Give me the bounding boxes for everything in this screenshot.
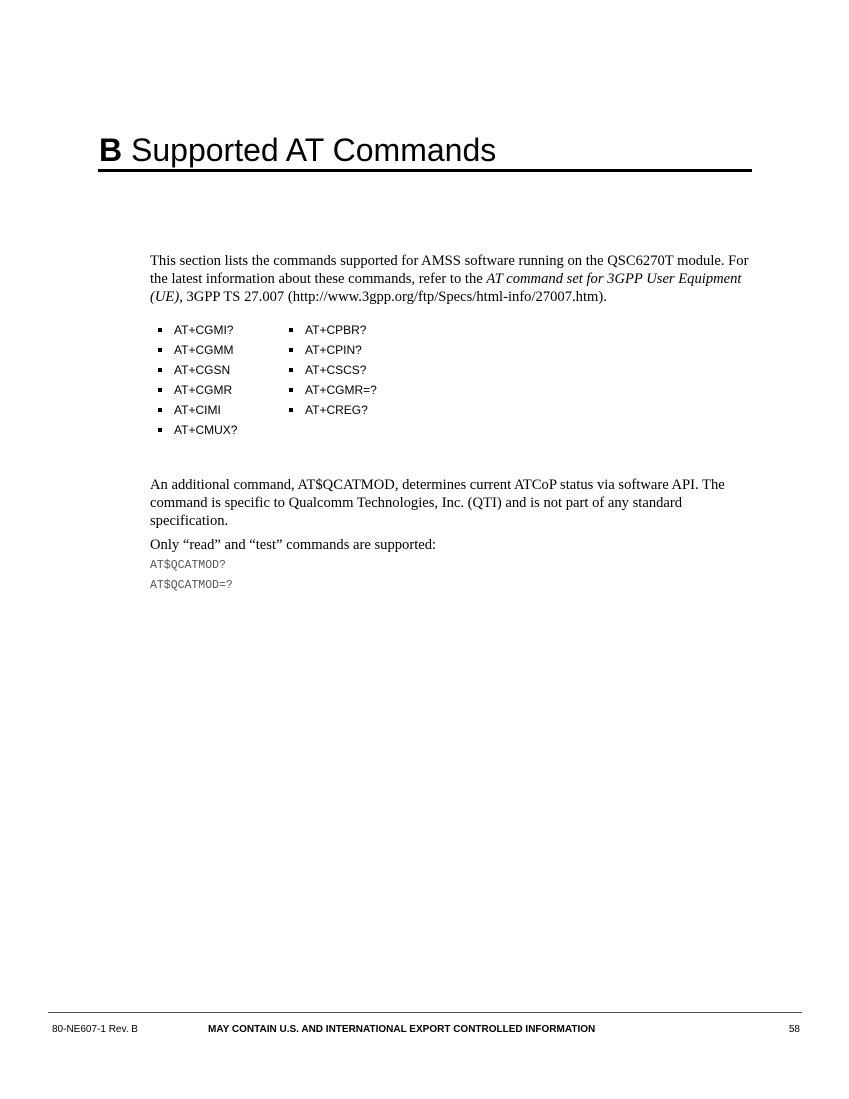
footer-divider (48, 1012, 802, 1013)
footer-export-notice: MAY CONTAIN U.S. AND INTERNATIONAL EXPORT CONTROLLED INFORMATION (208, 1024, 596, 1035)
page-title (99, 130, 751, 170)
code-test-command: AT$QCATMOD=? (150, 579, 233, 592)
bullet-icon (289, 348, 293, 352)
bullet-icon (158, 348, 162, 352)
list-item (289, 320, 377, 340)
footer-doc-number: 80-NE607-1 Rev. B (52, 1024, 138, 1035)
command-label: AT+CGMI? (174, 323, 234, 337)
code-read-command: AT$QCATMOD? (150, 559, 226, 572)
command-label: AT+CIMI (174, 403, 221, 417)
list-item (158, 360, 237, 380)
bullet-icon (289, 388, 293, 392)
bullet-icon (289, 408, 293, 412)
command-label: AT+CGMM (174, 343, 234, 357)
intro-text-2: , 3GPP TS 27.007 (http://www.3gpp.org/ftp/Specs/html-info/27007.htm). (179, 289, 607, 305)
command-label: AT+CGSN (174, 363, 231, 377)
command-label: AT+CREG? (305, 403, 368, 417)
supported-commands-note: Only “read” and “test” commands are supported: (150, 537, 437, 553)
bullet-icon (158, 328, 162, 332)
list-item (289, 340, 377, 360)
list-item (289, 400, 377, 420)
command-label: AT+CGMR (174, 383, 233, 397)
list-item (158, 320, 237, 340)
bullet-icon (289, 368, 293, 372)
command-label: AT+CMUX? (174, 423, 238, 437)
command-list-column-1 (158, 320, 237, 440)
bullet-icon (158, 408, 162, 412)
list-item (158, 380, 237, 400)
footer-page-number: 58 (788, 1024, 800, 1035)
list-item (289, 360, 377, 380)
reference-title: AT command set for 3GPP User Equipment (UE) (150, 271, 742, 305)
bullet-icon (158, 388, 162, 392)
command-label: AT+CSCS? (305, 363, 367, 377)
intro-text-1: This section lists the commands supported for AMSS software running on the QSC6270T module. For the latest information about these commands, refer to the (150, 253, 749, 287)
appendix-letter: B (99, 132, 123, 168)
bullet-icon (158, 368, 162, 372)
intro-paragraph (150, 252, 760, 306)
additional-command-paragraph: An additional command, AT$QCATMOD, determines current ATCoP status via software API. The command is specific to Qualcomm Technologies, Inc. (QTI) and is not part of any standard specification. (150, 477, 725, 529)
title-underline (98, 169, 752, 172)
bullet-icon (158, 428, 162, 432)
command-label: AT+CPBR? (305, 323, 367, 337)
list-item (289, 380, 377, 400)
list-item (158, 340, 237, 360)
page-title-text: Supported AT Commands (131, 132, 497, 168)
bullet-icon (289, 328, 293, 332)
list-item (158, 420, 237, 440)
command-label: AT+CPIN? (305, 343, 362, 357)
list-item (158, 400, 237, 420)
command-list-column-2 (289, 320, 377, 420)
command-label: AT+CGMR=? (305, 383, 377, 397)
